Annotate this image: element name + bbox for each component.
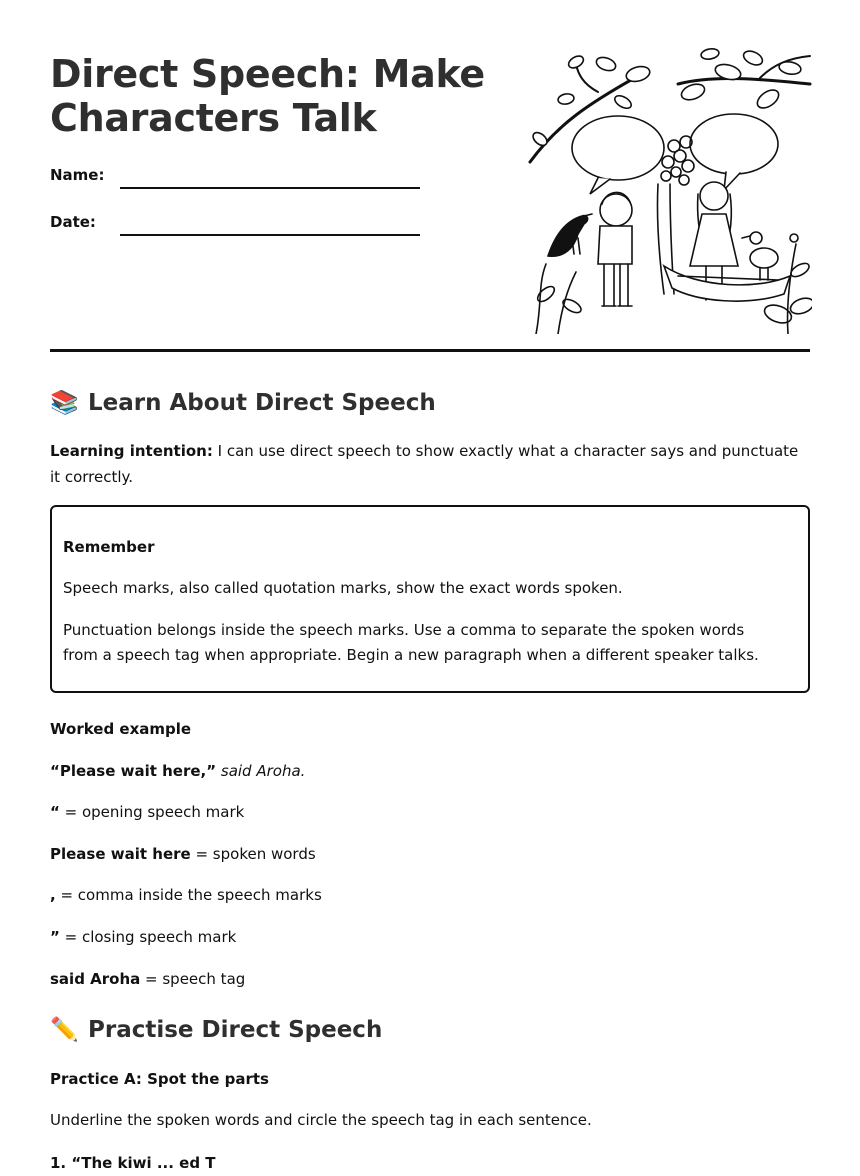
worked-desc: = closing speech mark xyxy=(59,928,237,946)
worked-item-comma xyxy=(50,882,810,908)
books-icon: 📚 xyxy=(50,390,79,416)
learn-heading xyxy=(50,389,436,416)
practice-a-title: Practice A: Spot the parts xyxy=(50,1070,269,1088)
name-field[interactable] xyxy=(120,187,420,189)
learning-intention-text: I can use direct speech to show exactly what a character says and punctuate it correctly. xyxy=(50,442,799,486)
worked-term: , xyxy=(50,886,56,904)
worked-desc: = spoken words xyxy=(190,845,316,863)
remember-line-1: Speech marks, also called quotation marks, show the exact words spoken. xyxy=(63,579,623,597)
worked-item-speech-tag xyxy=(50,966,810,992)
worked-item-spoken-words xyxy=(50,841,810,867)
page-title: Direct Speech: Make Characters Talk xyxy=(50,52,485,140)
practice-a-instruction: Underline the spoken words and circle the speech tag in each sentence. xyxy=(50,1111,592,1129)
worked-term: ” xyxy=(50,928,60,946)
children-talking-illustration xyxy=(528,44,812,334)
learn-heading-text: Learn About Direct Speech xyxy=(88,389,436,416)
date-field[interactable] xyxy=(120,234,420,236)
name-label: Name: xyxy=(50,166,105,184)
practise-heading-text: Practise Direct Speech xyxy=(88,1016,383,1043)
date-label: Date: xyxy=(50,213,96,231)
blossoms xyxy=(661,136,694,185)
learning-intention xyxy=(50,438,810,490)
speech-bubble-left xyxy=(572,116,664,180)
worked-example-title: Worked example xyxy=(50,720,192,738)
example-spoken: “Please wait here,” xyxy=(50,762,217,780)
practice-a-item-1: 1. “The kiwi ... ed T xyxy=(50,1154,216,1172)
remember-box xyxy=(50,505,810,693)
header-divider xyxy=(50,349,810,352)
learning-intention-label: Learning intention: xyxy=(50,442,213,460)
worked-item-closing-mark xyxy=(50,924,810,950)
worked-desc: = opening speech mark xyxy=(59,803,245,821)
worked-term: said Aroha xyxy=(50,970,141,988)
pencil-icon: ✏️ xyxy=(50,1017,79,1043)
worked-term: Please wait here xyxy=(50,845,191,863)
remember-line-2: Punctuation belongs inside the speech marks. Use a comma to separate the spoken words from a speech tag when appropriate. Begin a new paragraph when a different speaker talks. xyxy=(63,621,759,664)
worked-example-sentence xyxy=(50,758,810,784)
speech-bubble-right xyxy=(690,114,778,174)
remember-title: Remember xyxy=(63,538,155,556)
worked-desc: = comma inside the speech marks xyxy=(55,886,322,904)
worked-desc: = speech tag xyxy=(140,970,246,988)
practise-heading xyxy=(50,1016,382,1043)
worked-item-opening-mark xyxy=(50,799,810,825)
worked-term: “ xyxy=(50,803,60,821)
example-tag: said Aroha. xyxy=(216,762,306,780)
